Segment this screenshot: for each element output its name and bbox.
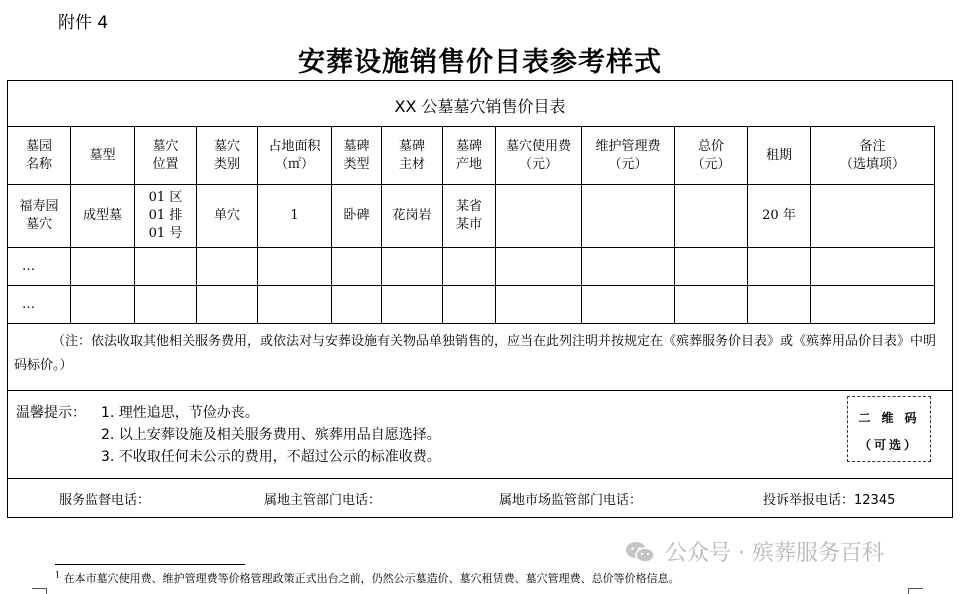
table-cell bbox=[332, 248, 382, 286]
column-header: 墓穴 位置 bbox=[135, 127, 197, 185]
crop-mark bbox=[32, 588, 47, 594]
footnote bbox=[55, 570, 680, 586]
table-cell bbox=[675, 185, 748, 248]
qr-code-placeholder bbox=[847, 396, 931, 462]
column-header: 占地面积 （㎡） bbox=[258, 127, 332, 185]
service-phone: 服务监督电话： bbox=[59, 493, 151, 508]
table-cell bbox=[332, 286, 382, 324]
complaint-phone: 投诉举报电话：12345 bbox=[763, 493, 896, 508]
column-header: 墓碑 主材 bbox=[382, 127, 443, 185]
watermark-text: 公众号 · 殡葬服务百科 bbox=[665, 541, 884, 566]
wechat-icon bbox=[625, 541, 655, 563]
tips-label: 温馨提示： bbox=[16, 405, 86, 421]
price-list-frame bbox=[7, 80, 953, 518]
divider bbox=[8, 390, 952, 391]
table-cell: 福寿园 墓穴 bbox=[8, 185, 71, 248]
table-cell bbox=[197, 248, 258, 286]
table-cell: 单穴 bbox=[197, 185, 258, 248]
table-cell bbox=[811, 286, 935, 324]
table-cell bbox=[582, 286, 675, 324]
crop-mark bbox=[908, 588, 923, 594]
footnote-marker: 1 bbox=[55, 570, 61, 580]
tip-item: 1. 理性追思，节俭办丧。 bbox=[101, 405, 259, 421]
watermark bbox=[625, 536, 884, 567]
table-cell bbox=[582, 185, 675, 248]
price-table bbox=[7, 126, 935, 324]
table-cell bbox=[811, 185, 935, 248]
market-phone: 属地市场监管部门电话： bbox=[499, 493, 643, 508]
table-cell bbox=[135, 248, 197, 286]
table-cell bbox=[197, 286, 258, 324]
table-cell bbox=[135, 286, 197, 324]
column-header: 维护管理费 （元） bbox=[582, 127, 675, 185]
authority-phone: 属地主管部门电话： bbox=[264, 493, 382, 508]
table-cell bbox=[443, 286, 496, 324]
table-cell: 1 bbox=[258, 185, 332, 248]
attachment-label: 附件 4 bbox=[58, 13, 109, 33]
column-header: 墓碑 产地 bbox=[443, 127, 496, 185]
tip-item: 3. 不收取任何未公示的费用，不超过公示的标准收费。 bbox=[101, 449, 441, 465]
document-title: 安葬设施销售价目表参考样式 bbox=[298, 47, 662, 78]
table-cell bbox=[71, 248, 135, 286]
header-row bbox=[8, 127, 935, 185]
qr-code-label: 二维码 bbox=[858, 411, 928, 425]
table-cell bbox=[675, 248, 748, 286]
footnote-text: 在本市墓穴使用费、维护管理费等价格管理政策正式出台之前，仍然公示墓造价、墓穴租赁费、墓穴管理费、总价等价格信息。 bbox=[63, 572, 680, 585]
table-cell bbox=[496, 248, 582, 286]
column-header: 墓型 bbox=[71, 127, 135, 185]
column-header: 租期 bbox=[748, 127, 811, 185]
table-cell bbox=[496, 185, 582, 248]
footnote-rule bbox=[55, 564, 245, 565]
column-header: 墓园 名称 bbox=[8, 127, 71, 185]
table-cell bbox=[382, 248, 443, 286]
table-cell bbox=[443, 248, 496, 286]
table-cell bbox=[811, 248, 935, 286]
table-cell bbox=[675, 286, 748, 324]
note-text: （注：依法收取其他相关服务费用，或依法对与安葬设施有关物品单独销售的，应当在此列注明并按规定在《殡葬服务价目表》或《殡葬用品价目表》中明码标价。） bbox=[14, 334, 937, 373]
table-cell: 20 年 bbox=[748, 185, 811, 248]
table-cell bbox=[582, 248, 675, 286]
divider bbox=[8, 478, 952, 479]
table-cell bbox=[258, 286, 332, 324]
table-cell bbox=[496, 286, 582, 324]
table-cell bbox=[258, 248, 332, 286]
column-header: 墓碑 类型 bbox=[332, 127, 382, 185]
qr-code-optional: （可选） bbox=[858, 438, 919, 452]
column-header: 墓穴 类别 bbox=[197, 127, 258, 185]
tip-item: 2. 以上安葬设施及相关服务费用、殡葬用品自愿选择。 bbox=[101, 427, 441, 443]
table-row bbox=[8, 286, 935, 324]
table-cell: … bbox=[8, 248, 71, 286]
table-title: XX 公墓墓穴销售价目表 bbox=[394, 97, 566, 116]
table-cell: 花岗岩 bbox=[382, 185, 443, 248]
table-cell bbox=[71, 286, 135, 324]
column-header: 墓穴使用费 （元） bbox=[496, 127, 582, 185]
table-row bbox=[8, 248, 935, 286]
table-cell: 01 区 01 排 01 号 bbox=[135, 185, 197, 248]
table-cell: 某省 某市 bbox=[443, 185, 496, 248]
table-cell: 成型墓 bbox=[71, 185, 135, 248]
table-cell: … bbox=[8, 286, 71, 324]
column-header: 总价 （元） bbox=[675, 127, 748, 185]
table-row bbox=[8, 185, 935, 248]
table-cell: 卧碑 bbox=[332, 185, 382, 248]
table-cell bbox=[382, 286, 443, 324]
table-cell bbox=[748, 248, 811, 286]
table-cell bbox=[748, 286, 811, 324]
column-header: 备注 （选填项） bbox=[811, 127, 935, 185]
